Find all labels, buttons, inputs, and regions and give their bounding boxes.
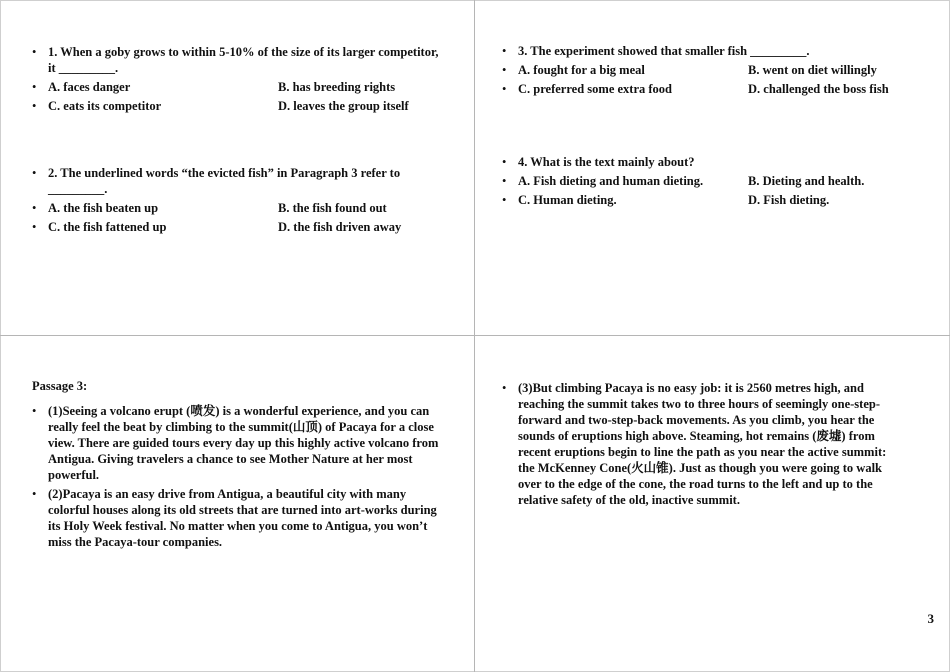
question-2-options-row-1 bbox=[32, 200, 442, 216]
question-3-stem: • 3. The experiment showed that smaller fish _________. bbox=[502, 43, 922, 59]
question-2-option-a: • A. the fish beaten up bbox=[48, 201, 159, 215]
question-1 bbox=[32, 44, 442, 117]
passage-right bbox=[502, 380, 904, 511]
question-4-option-b: B. Dieting and health. bbox=[748, 174, 865, 188]
question-1-option-d: D. leaves the group itself bbox=[278, 99, 409, 113]
question-1-option-a: • A. faces danger bbox=[48, 80, 131, 94]
question-2-stem: • 2. The underlined words “the evicted fish” in Paragraph 3 refer to _________. bbox=[32, 165, 442, 197]
question-3-options-row-2 bbox=[502, 81, 922, 97]
passage-left bbox=[32, 378, 440, 553]
page-border-left bbox=[0, 0, 1, 672]
question-4-option-c: • C. Human dieting. bbox=[518, 193, 617, 207]
question-2-option-d: D. the fish driven away bbox=[278, 220, 402, 234]
question-4-option-d: D. Fish dieting. bbox=[748, 193, 830, 207]
question-2-option-c: • C. the fish fattened up bbox=[48, 220, 167, 234]
question-4-options-row-1 bbox=[502, 173, 922, 189]
question-4-options-row-2 bbox=[502, 192, 922, 208]
passage-title: Passage 3: bbox=[32, 379, 88, 393]
question-1-option-c: • C. eats its competitor bbox=[48, 99, 162, 113]
question-3 bbox=[502, 43, 922, 100]
question-1-options-row-2 bbox=[32, 98, 442, 114]
page-border-top bbox=[0, 0, 950, 1]
question-1-option-b: B. has breeding rights bbox=[278, 80, 396, 94]
question-3-option-a: • A. fought for a big meal bbox=[518, 63, 645, 77]
passage-paragraph-2: • (2)Pacaya is an easy drive from Antigua, a beautiful city with many colorful houses along its old streets that are turned into art-works during its Holy Week festival. No matter when you come to Antigua, you won’t miss the Pacaya-tour companies. bbox=[32, 486, 440, 550]
question-3-option-c: • C. preferred some extra food bbox=[518, 82, 673, 96]
question-2 bbox=[32, 165, 442, 238]
question-2-options-row-2 bbox=[32, 219, 442, 235]
page-number: 3 bbox=[927, 611, 934, 626]
slide-divider-vertical bbox=[474, 0, 475, 672]
question-3-option-b: B. went on diet willingly bbox=[748, 63, 877, 77]
question-2-option-b: B. the fish found out bbox=[278, 201, 387, 215]
slide-divider-horizontal bbox=[0, 335, 950, 336]
question-3-options-row-1 bbox=[502, 62, 922, 78]
question-3-option-d: D. challenged the boss fish bbox=[748, 82, 889, 96]
question-4-stem: • 4. What is the text mainly about? bbox=[502, 154, 922, 170]
question-1-stem: • 1. When a goby grows to within 5-10% of the size of its larger competitor, it _________. bbox=[32, 44, 442, 76]
question-1-options-row-1 bbox=[32, 79, 442, 95]
passage-paragraph-3: • (3)But climbing Pacaya is no easy job: it is 2560 metres high, and reaching the summit takes two to three hours of seemingly one-step-forward and two-step-back movements. As you climb, you hear the sounds of eruptions high above. Steaming, hot remains (废墟) from recent eruptions begin to line the path as you near the active summit: the McKenney Cone(火山锥). Just as though you were going to walk over to the edge of the cone, the road turns to the left and up to the relative safety of the old, inactive summit. bbox=[502, 380, 904, 508]
passage-paragraph-1: • (1)Seeing a volcano erupt (喷发) is a wonderful experience, and you can really feel the beat by climbing to the summit(山顶) of Pacaya for a close view. There are guided tours every day up this highly active volcano from Antigua. Giving travelers a chance to see Mother Nature at her most powerful. bbox=[32, 403, 440, 483]
question-4-option-a: • A. Fish dieting and human dieting. bbox=[518, 174, 704, 188]
question-4 bbox=[502, 154, 922, 211]
